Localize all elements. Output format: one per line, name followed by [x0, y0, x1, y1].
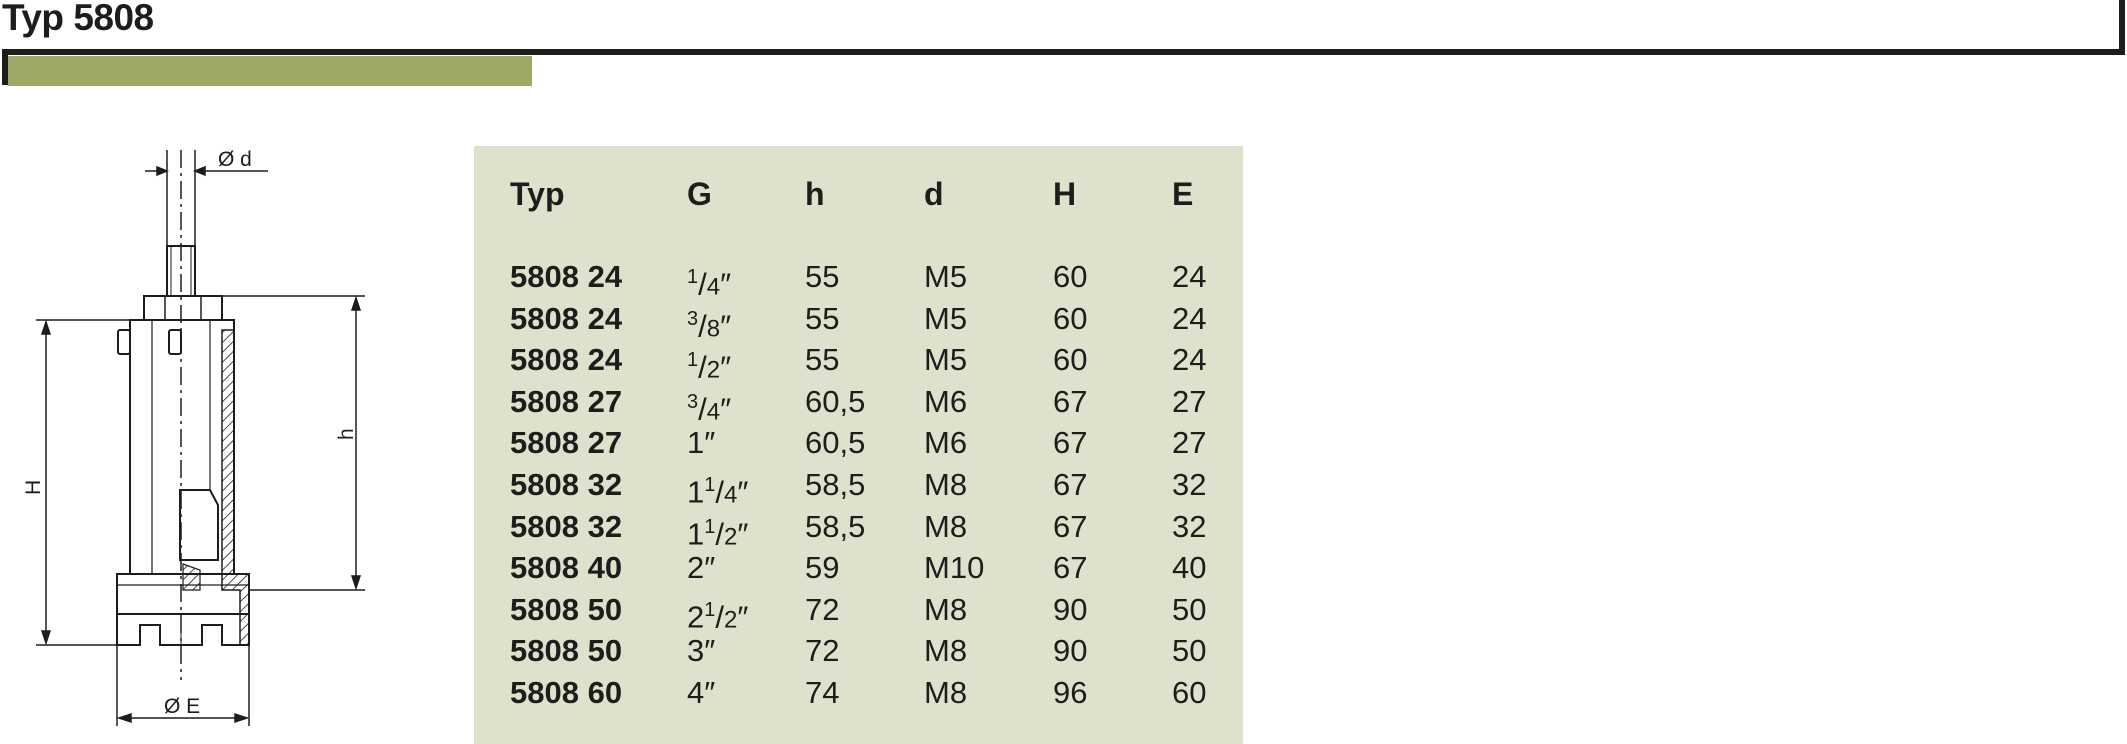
g-inch-mark: ″: [720, 349, 732, 385]
cell-d: M8: [924, 591, 968, 627]
cell-typ: 5808 24: [510, 259, 623, 294]
dim-label-d: Ø d: [218, 148, 252, 171]
cell-e: 27: [1172, 425, 1207, 461]
cell-h: 67: [1053, 425, 1088, 461]
g-inch-mark: ″: [737, 474, 749, 510]
cell-e: 40: [1172, 550, 1207, 586]
g-fraction-slash: /: [715, 599, 724, 635]
dimension-table: [474, 146, 1243, 744]
cell-d: M5: [924, 259, 968, 294]
g-whole: 4: [687, 675, 705, 710]
cell-g: [687, 384, 731, 430]
g-numerator: 1: [704, 598, 716, 621]
cell-d: M8: [924, 467, 968, 502]
column-header-d: d: [924, 176, 944, 212]
cell-h: 60: [1053, 342, 1088, 378]
cell-e: 24: [1172, 300, 1207, 336]
g-fraction-slash: /: [698, 266, 707, 302]
g-whole: 3: [687, 633, 705, 669]
cell-e: 60: [1172, 675, 1207, 710]
cell-e: 24: [1172, 342, 1207, 378]
cell-typ: 5808 50: [510, 591, 623, 627]
cell-e: 27: [1172, 383, 1207, 419]
cell-g: [687, 675, 715, 711]
cell-h: 60,5: [805, 425, 866, 461]
g-fraction-slash: /: [698, 307, 707, 343]
cell-typ: 5808 24: [510, 342, 623, 378]
column-header-typ: Typ: [510, 176, 565, 212]
g-denominator: 2: [724, 522, 738, 550]
cell-h: 60,5: [805, 383, 866, 419]
cell-g: [687, 633, 715, 669]
cell-typ: 5808 60: [510, 675, 623, 710]
cell-d: M8: [924, 508, 968, 544]
cell-typ: 5808 27: [510, 383, 623, 419]
cell-e: 32: [1172, 467, 1207, 502]
dim-label-h: h: [335, 428, 358, 440]
g-inch-mark: ″: [720, 266, 732, 302]
g-fraction-slash: /: [715, 515, 724, 551]
cell-h: 72: [805, 633, 840, 669]
cell-h: 90: [1053, 591, 1088, 627]
header-rule: [2, 49, 2125, 55]
cell-h: 55: [805, 342, 840, 378]
g-denominator: 4: [706, 273, 721, 301]
g-numerator: 1: [704, 515, 716, 538]
column-header-h: H: [1053, 176, 1077, 212]
g-denominator: 4: [706, 398, 721, 426]
cell-g: [687, 550, 715, 586]
g-inch-mark: ″: [704, 550, 716, 586]
cell-d: M8: [924, 633, 968, 669]
g-numerator: 3: [687, 307, 699, 330]
cell-d: M6: [924, 425, 968, 461]
cell-e: 50: [1172, 633, 1207, 669]
cell-h: 96: [1053, 675, 1088, 710]
header-rule-right-tick: [2119, 0, 2125, 55]
accent-bar: [8, 56, 532, 86]
cell-h: 90: [1053, 633, 1088, 669]
cell-h: 55: [805, 300, 840, 336]
g-numerator: 1: [704, 474, 716, 496]
cell-g: [687, 425, 715, 461]
cell-h: 67: [1053, 550, 1088, 586]
cell-d: M5: [924, 342, 968, 378]
cell-typ: 5808 50: [510, 633, 623, 669]
g-inch-mark: ″: [704, 675, 716, 710]
g-whole: 1: [687, 425, 705, 461]
cell-g: [687, 259, 731, 305]
cell-d: M5: [924, 300, 968, 336]
g-inch-mark: ″: [737, 599, 749, 635]
cell-typ: 5808 40: [510, 550, 623, 586]
dim-label-H: H: [22, 479, 45, 495]
cell-typ: 5808 32: [510, 508, 623, 544]
page-title: Typ 5808: [2, 0, 154, 38]
cell-h: 67: [1053, 383, 1088, 419]
g-denominator: 2: [724, 606, 738, 634]
cell-d: M10: [924, 550, 985, 586]
dim-label-E: Ø E: [164, 695, 201, 718]
cell-g: [687, 342, 731, 388]
cell-d: M6: [924, 383, 968, 419]
column-header-g: G: [687, 176, 712, 212]
g-numerator: 1: [687, 266, 699, 288]
g-numerator: 3: [687, 390, 699, 413]
cell-g: [687, 509, 748, 555]
cell-e: 50: [1172, 591, 1207, 627]
technical-drawing: [0, 130, 280, 744]
g-whole: 2: [687, 550, 705, 586]
cell-h: 58,5: [805, 467, 866, 502]
cell-h: 74: [805, 675, 840, 710]
g-denominator: 4: [724, 481, 738, 509]
cell-typ: 5808 32: [510, 467, 623, 502]
cell-g: [687, 592, 748, 638]
cell-h: 60: [1053, 300, 1088, 336]
g-fraction-slash: /: [698, 391, 707, 427]
g-inch-mark: ″: [720, 391, 732, 427]
column-header-h: h: [805, 176, 825, 212]
g-inch-mark: ″: [704, 633, 716, 669]
g-numerator: 1: [687, 349, 699, 372]
g-denominator: 2: [706, 356, 721, 384]
cell-h: 67: [1053, 508, 1088, 544]
column-header-e: E: [1172, 176, 1194, 212]
g-whole: 1: [687, 474, 705, 510]
cell-h: 72: [805, 591, 840, 627]
cell-g: [687, 301, 731, 347]
g-inch-mark: ″: [737, 515, 749, 551]
g-inch-mark: ″: [704, 425, 716, 461]
cell-typ: 5808 24: [510, 300, 623, 336]
g-denominator: 8: [706, 314, 721, 342]
cell-d: M8: [924, 675, 968, 710]
cell-h: 67: [1053, 467, 1088, 502]
cell-typ: 5808 27: [510, 425, 623, 461]
g-inch-mark: ″: [720, 307, 732, 343]
cell-e: 32: [1172, 508, 1207, 544]
g-whole: 2: [687, 599, 705, 635]
g-whole: 1: [687, 515, 705, 551]
cell-g: [687, 467, 748, 513]
cell-h: 58,5: [805, 508, 866, 544]
cell-e: 24: [1172, 259, 1207, 294]
dim-h-overlay: [280, 260, 380, 600]
cell-h: 55: [805, 259, 840, 294]
g-fraction-slash: /: [715, 474, 724, 510]
cell-h: 59: [805, 550, 840, 586]
g-fraction-slash: /: [698, 349, 707, 385]
cell-h: 60: [1053, 259, 1088, 294]
